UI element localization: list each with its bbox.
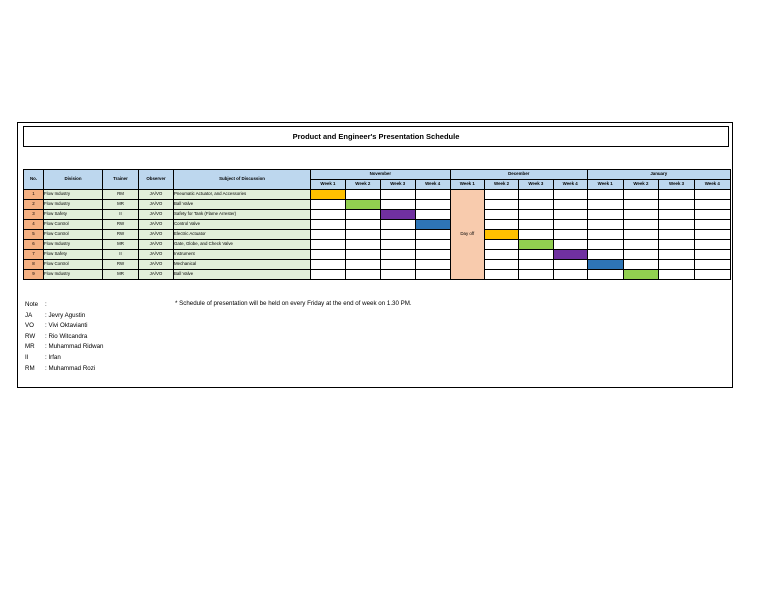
notes-item [25, 332, 103, 343]
schedule-cell [623, 200, 659, 210]
row-no: 4 [24, 220, 44, 230]
schedule-cell [694, 270, 730, 280]
schedule-cell [587, 230, 623, 240]
row-division: Flow Control [44, 230, 103, 240]
schedule-cell [345, 210, 380, 220]
schedule-cell [553, 260, 587, 270]
row-trainer: II [103, 250, 139, 260]
row-trainer: RW [103, 260, 139, 270]
schedule-cell [553, 230, 587, 240]
row-trainer: RW [103, 220, 139, 230]
day-off-block: Day off [450, 190, 484, 280]
row-division: Flow Safety [44, 210, 103, 220]
schedule-bar-purple [553, 250, 587, 260]
schedule-cell [484, 210, 518, 220]
row-no: 7 [24, 250, 44, 260]
schedule-cell [415, 190, 450, 200]
notes-name: : Muhammad Rozi [45, 364, 96, 372]
row-no: 6 [24, 240, 44, 250]
schedule-cell [519, 210, 553, 220]
schedule-cell [519, 270, 553, 280]
header-month-january: January [587, 170, 730, 180]
table-row [24, 240, 731, 250]
schedule-cell [484, 260, 518, 270]
header-week: Week 3 [659, 180, 695, 190]
schedule-cell [659, 190, 695, 200]
row-subject: Electric Actuator [174, 230, 311, 240]
schedule-cell [519, 220, 553, 230]
row-trainer: MR [103, 270, 139, 280]
row-subject: Ball Valve [174, 270, 311, 280]
row-observer: JA/VO [139, 270, 174, 280]
schedule-cell [311, 270, 346, 280]
row-division: Flow Control [44, 220, 103, 230]
schedule-cell [380, 260, 415, 270]
row-division: Flow Control [44, 260, 103, 270]
schedule-cell [519, 200, 553, 210]
header-week: Week 3 [519, 180, 553, 190]
notes-name: : Jevry Agustin [45, 311, 86, 319]
schedule-bar-orange [484, 230, 518, 240]
row-observer: JA/VO [139, 250, 174, 260]
schedule-cell [587, 190, 623, 200]
table-row [24, 230, 731, 240]
header-trainer: Trainer [103, 170, 139, 190]
schedule-cell [694, 240, 730, 250]
table-row [24, 220, 731, 230]
notes-code: JA [25, 311, 33, 319]
row-trainer: II [103, 210, 139, 220]
schedule-cell [553, 210, 587, 220]
schedule-bar-green [623, 270, 659, 280]
row-division: Flow Industry [44, 240, 103, 250]
notes-legend [25, 300, 103, 374]
schedule-bar-purple [380, 210, 415, 220]
header-month-november: November [311, 170, 451, 180]
schedule-cell [553, 200, 587, 210]
schedule-cell [659, 270, 695, 280]
row-observer: JA/VO [139, 210, 174, 220]
schedule-cell [345, 260, 380, 270]
row-trainer: MR [103, 200, 139, 210]
notes-name: : Irfan [45, 353, 61, 361]
notes-code: II [25, 353, 29, 361]
notes-item [25, 321, 103, 332]
schedule-cell [345, 270, 380, 280]
page-title: Product and Engineer's Presentation Schedule [23, 126, 729, 147]
schedule-cell [380, 240, 415, 250]
schedule-cell [659, 260, 695, 270]
row-no: 5 [24, 230, 44, 240]
row-observer: JA/VO [139, 260, 174, 270]
row-trainer: MR [103, 240, 139, 250]
schedule-table [23, 169, 731, 280]
schedule-cell [415, 240, 450, 250]
schedule-cell [519, 250, 553, 260]
notes-label: Note [25, 301, 39, 308]
row-no: 1 [24, 190, 44, 200]
schedule-cell [415, 200, 450, 210]
schedule-bar-blue [587, 260, 623, 270]
notes-item [25, 364, 103, 375]
schedule-cell [345, 240, 380, 250]
schedule-cell [415, 210, 450, 220]
schedule-cell [484, 240, 518, 250]
schedule-cell [553, 240, 587, 250]
row-subject: Safety for Tank (Flame Arrester) [174, 210, 311, 220]
notes-code: RM [25, 364, 35, 372]
schedule-cell [311, 220, 346, 230]
table-row [24, 200, 731, 210]
notes-code: MR [25, 343, 35, 351]
schedule-cell [553, 270, 587, 280]
row-observer: JA/VO [139, 230, 174, 240]
schedule-cell [659, 220, 695, 230]
schedule-cell [587, 240, 623, 250]
row-subject: Control Valve [174, 220, 311, 230]
schedule-cell [587, 270, 623, 280]
header-week: Week 3 [380, 180, 415, 190]
schedule-cell [484, 200, 518, 210]
header-week: Week 1 [311, 180, 346, 190]
schedule-cell [311, 210, 346, 220]
schedule-cell [623, 260, 659, 270]
header-week: Week 4 [694, 180, 730, 190]
schedule-cell [311, 200, 346, 210]
schedule-cell [519, 230, 553, 240]
table-row [24, 190, 731, 200]
schedule-cell [659, 230, 695, 240]
header-division: Division [44, 170, 103, 190]
notes-header [25, 300, 103, 311]
schedule-cell [694, 210, 730, 220]
row-no: 8 [24, 260, 44, 270]
row-trainer: RM [103, 190, 139, 200]
schedule-cell [694, 220, 730, 230]
notes-item [25, 353, 103, 364]
table-row [24, 210, 731, 220]
header-week: Week 4 [553, 180, 587, 190]
schedule-cell [694, 260, 730, 270]
row-trainer: RW [103, 230, 139, 240]
header-month-december: December [450, 170, 587, 180]
schedule-cell [484, 250, 518, 260]
schedule-cell [553, 220, 587, 230]
schedule-cell [484, 220, 518, 230]
schedule-cell [694, 230, 730, 240]
row-subject: Pneumatic Actuator, and Accessories [174, 190, 311, 200]
row-no: 3 [24, 210, 44, 220]
schedule-cell [380, 200, 415, 210]
schedule-bar-orange [311, 190, 346, 200]
row-division: Flow Industry [44, 200, 103, 210]
header-week: Week 2 [484, 180, 518, 190]
schedule-cell [380, 190, 415, 200]
notes-code: RW [25, 332, 36, 340]
schedule-cell [659, 240, 695, 250]
row-observer: JA/VO [139, 240, 174, 250]
schedule-bar-blue [415, 220, 450, 230]
schedule-cell [587, 250, 623, 260]
row-division: Flow Industry [44, 270, 103, 280]
schedule-cell [380, 230, 415, 240]
notes-name: : Vivi Oktavianti [45, 322, 88, 330]
schedule-cell [587, 220, 623, 230]
header-week: Week 2 [345, 180, 380, 190]
schedule-cell [623, 250, 659, 260]
schedule-cell [484, 270, 518, 280]
row-observer: JA/VO [139, 200, 174, 210]
row-division: Flow Safety [44, 250, 103, 260]
schedule-cell [694, 190, 730, 200]
row-observer: JA/VO [139, 190, 174, 200]
schedule-bar-green [345, 200, 380, 210]
schedule-cell [623, 210, 659, 220]
schedule-cell [345, 190, 380, 200]
notes-name: : Muhammad Ridwan [45, 343, 104, 351]
row-subject: Gate, Globe, and Check Valve [174, 240, 311, 250]
schedule-cell [623, 220, 659, 230]
schedule-cell [659, 200, 695, 210]
schedule-cell [623, 230, 659, 240]
header-week: Week 4 [415, 180, 450, 190]
table-row [24, 260, 731, 270]
notes-code: VO [25, 322, 34, 330]
row-subject: Instrument [174, 250, 311, 260]
table-row [24, 270, 731, 280]
row-division: Flow Industry [44, 190, 103, 200]
header-no: No. [24, 170, 44, 190]
row-no: 9 [24, 270, 44, 280]
schedule-cell [623, 240, 659, 250]
schedule-cell [380, 220, 415, 230]
schedule-cell [415, 250, 450, 260]
schedule-cell [345, 230, 380, 240]
schedule-cell [311, 240, 346, 250]
schedule-cell [553, 190, 587, 200]
row-subject: Ball Valve [174, 200, 311, 210]
schedule-cell [484, 190, 518, 200]
notes-item [25, 342, 103, 353]
table-row [24, 250, 731, 260]
schedule-bar-green [519, 240, 553, 250]
notes-name: : Rio Witcandra [45, 332, 88, 340]
schedule-cell [623, 190, 659, 200]
schedule-cell [694, 250, 730, 260]
row-observer: JA/VO [139, 220, 174, 230]
row-subject: Mechanical [174, 260, 311, 270]
header-week: Week 2 [623, 180, 659, 190]
schedule-cell [415, 270, 450, 280]
schedule-cell [587, 200, 623, 210]
header-subject: Subject of Discussion [174, 170, 311, 190]
schedule-cell [345, 220, 380, 230]
schedule-cell [380, 250, 415, 260]
schedule-cell [345, 250, 380, 260]
schedule-cell [415, 230, 450, 240]
schedule-cell [519, 260, 553, 270]
schedule-cell [519, 190, 553, 200]
schedule-cell [415, 260, 450, 270]
schedule-cell [311, 250, 346, 260]
schedule-cell [311, 260, 346, 270]
schedule-cell [587, 210, 623, 220]
schedule-cell [659, 210, 695, 220]
schedule-cell [694, 200, 730, 210]
header-week: Week 1 [450, 180, 484, 190]
row-no: 2 [24, 200, 44, 210]
header-observer: Observer [139, 170, 174, 190]
schedule-cell [380, 270, 415, 280]
schedule-footnote: * Schedule of presentation will be held on every Friday at the end of week on 1.30 PM. [175, 300, 412, 307]
notes-item [25, 311, 103, 322]
schedule-cell [311, 230, 346, 240]
notes-colon: : [45, 301, 47, 308]
schedule-cell [659, 250, 695, 260]
header-week: Week 1 [587, 180, 623, 190]
